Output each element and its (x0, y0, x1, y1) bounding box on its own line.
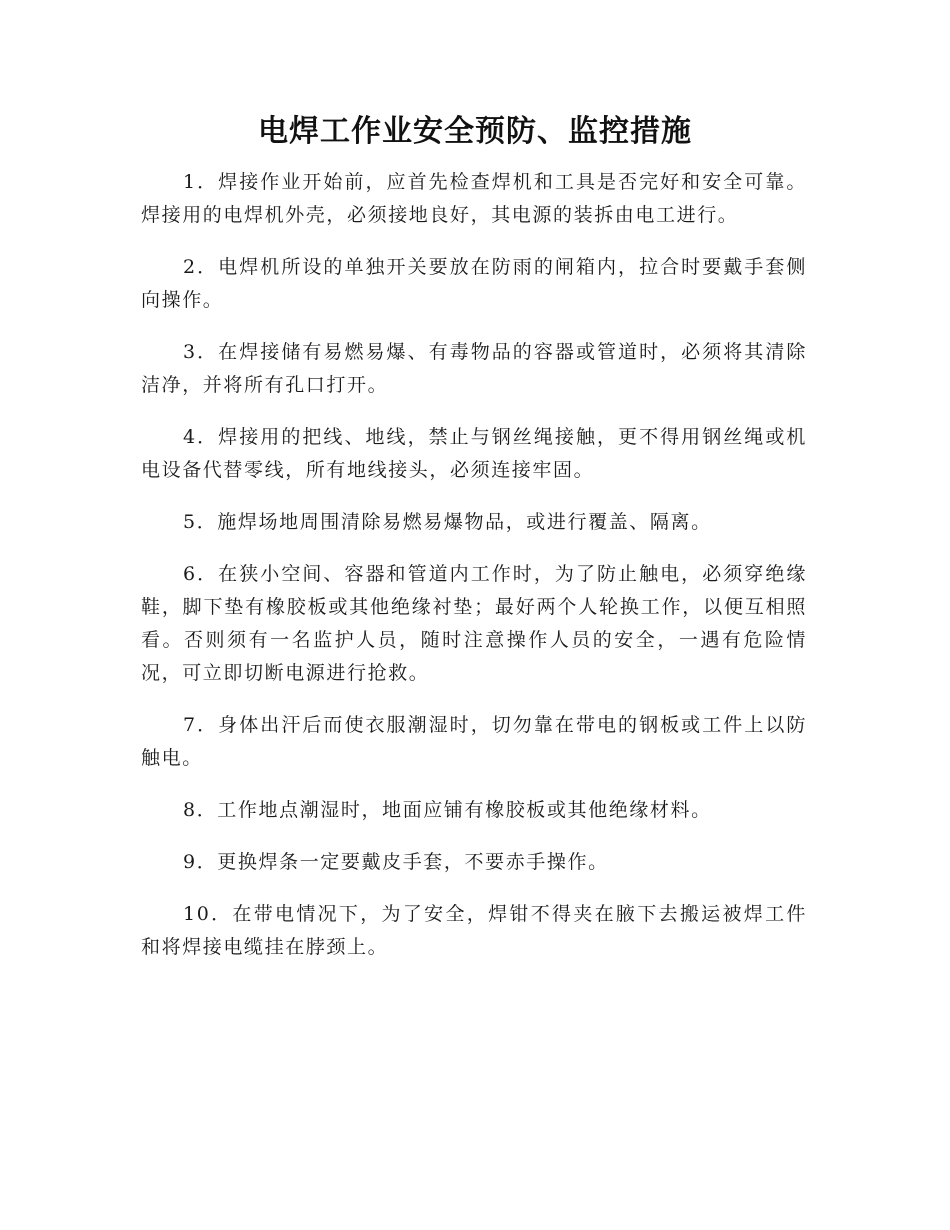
paragraph-4: 4．焊接用的把线、地线，禁止与钢丝绳接触，更不得用钢丝绳或机电设备代替零线，所有地线接头，必须连接牢固。 (141, 426, 807, 481)
document-body (141, 166, 807, 983)
paragraph-8: 8．工作地点潮湿时，地面应铺有橡胶板或其他绝缘材料。 (183, 799, 712, 821)
document-title: 电焊工作业安全预防、监控措施 (258, 114, 692, 149)
paragraph-9: 9．更换焊条一定要戴皮手套，不要赤手操作。 (183, 851, 609, 873)
paragraph-10: 10．在带电情况下，为了安全，焊钳不得夹在腋下去搬运被焊工件和将焊接电缆挂在脖颈上。 (141, 903, 807, 958)
paragraph-2: 2．电焊机所设的单独开关要放在防雨的闸箱内，拉合时要戴手套侧向操作。 (141, 256, 807, 311)
paragraph-1: 1．焊接作业开始前，应首先检查焊机和工具是否完好和安全可靠。焊接用的电焊机外壳，必须接地良好，其电源的装拆由电工进行。 (141, 171, 807, 226)
paragraph-5: 5．施焊场地周围清除易燃易爆物品，或进行覆盖、隔离。 (183, 511, 712, 533)
paragraph-3: 3．在焊接储有易燃易爆、有毒物品的容器或管道时，必须将其清除洁净，并将所有孔口打开。 (141, 341, 807, 396)
paragraph-6: 6．在狭小空间、容器和管道内工作时，为了防止触电，必须穿绝缘鞋，脚下垫有橡胶板或其他绝缘衬垫；最好两个人轮换工作，以便互相照看。否则须有一名监护人员，随时注意操作人员的安全，一遇有危险情况，可立即切断电源进行抢救。 (141, 563, 807, 684)
paragraph-7: 7．身体出汗后而使衣服潮湿时，切勿靠在带电的钢板或工件上以防触电。 (141, 714, 807, 769)
